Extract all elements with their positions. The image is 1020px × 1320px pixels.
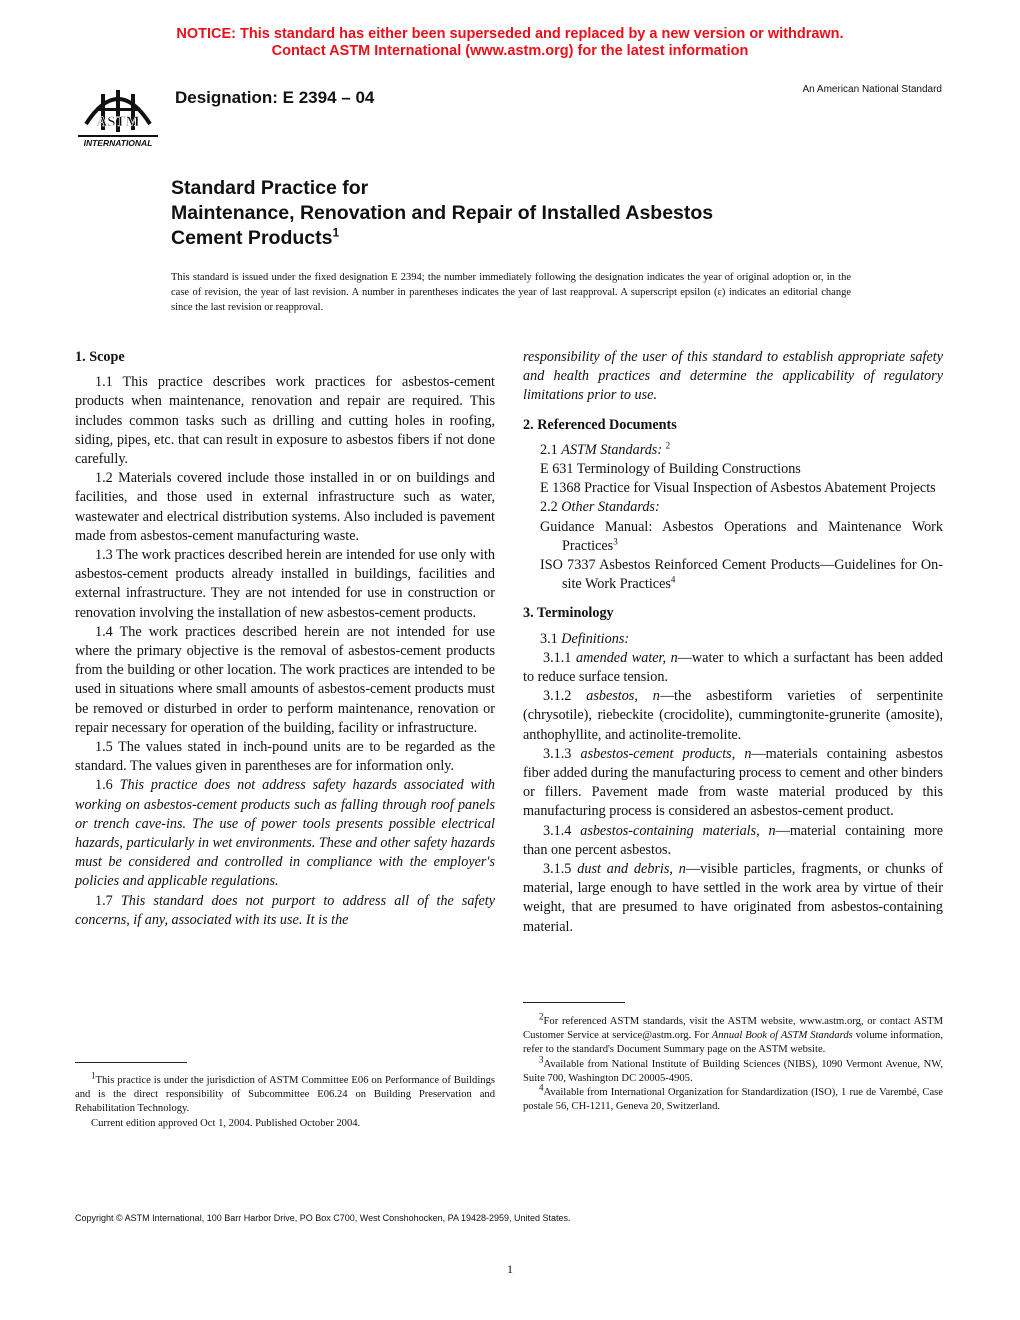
title-line-1: Standard Practice for bbox=[171, 177, 369, 199]
para-1-7-continued: responsibility of the user of this standard to establish appropriate safety and health practices and determine the applicability of regulatory limitations prior to use. bbox=[523, 349, 943, 404]
reference-e1368: E 1368 Practice for Visual Inspection of Asbestos Abatement Projects bbox=[540, 480, 936, 497]
other-standards-label: 2.2 Other Standards: bbox=[540, 499, 660, 516]
designation: Designation: E 2394 – 04 bbox=[175, 88, 375, 107]
footnote-3: $^3$Available from National Institute of Building Sciences (NIBS), 1090 Vermont Avenue, NW, Suite 700, Washington DC 20005-4905. bbox=[523, 1054, 943, 1084]
title-line-2: Maintenance, Renovation and Repair of Installed Asbestos bbox=[171, 202, 714, 224]
right-column bbox=[523, 348, 943, 937]
footnote-2: $^2$For referenced ASTM standards, visit the ASTM website, www.astm.org, or contact ASTM Customer Service at service@astm.org. For Annual Book of ASTM Standards volume information, refer to the standard's Document Summary page on the ASTM website. bbox=[523, 1011, 943, 1056]
term-asbestos: 3.1.2 asbestos, n—the asbestiform varieties of serpentinite (chrysotile), riebeckite (crocidolite), cummingtonite-grunerite (amosite), anthophyllite, and actinolite-tremolite. bbox=[523, 688, 943, 743]
term-dust-and-debris: 3.1.5 dust and debris, n—visible particles, fragments, or chunks of material, large enough to have settled in the work area by virtue of their weight, that are presumed to have originated from asbestos-containing material. bbox=[523, 861, 943, 935]
reference-iso-7337: ISO 7337 Asbestos Reinforced Cement Products—Guidelines for On-site Work Practices$^4$ bbox=[540, 557, 943, 593]
term-amended-water: 3.1.1 amended water, n—water to which a surfactant has been added to reduce surface tension. bbox=[523, 649, 944, 686]
intro-paragraph: This standard is issued under the fixed designation E 2394; the number immediately following the designation indicates the year of original adoption or, in the case of revision, the year of last revision. A number in parentheses indicates the year of last reapproval. A superscript epsilon (ε) indicates an editorial change since the last revision or reapproval. bbox=[171, 272, 851, 313]
reference-guidance-manual: Guidance Manual: Asbestos Operations and Maintenance Work Practices$^3$ bbox=[540, 518, 943, 554]
para-1-5: 1.5 The values stated in inch-pound units are to be regarded as the standard. The values given in parentheses are for information only. bbox=[75, 739, 495, 775]
right-footnotes bbox=[523, 1011, 943, 1114]
notice-banner bbox=[0, 26, 1020, 60]
term-asbestos-containing-materials: 3.1.4 asbestos-containing materials, n—material containing more than one percent asbestos. bbox=[523, 822, 944, 858]
copyright: Copyright © ASTM International, 100 Barr Harbor Drive, PO Box C700, West Conshohocken, PA 19428-2959, United States. bbox=[75, 1213, 571, 1223]
logo-text: ASTM bbox=[96, 114, 140, 130]
page-number: 1 bbox=[507, 1262, 513, 1276]
notice-line-1: NOTICE: This standard has either been superseded and replaced by a new version or withdrawn. bbox=[176, 26, 844, 42]
notice-line-2: Contact ASTM International (www.astm.org) for the latest information bbox=[271, 43, 749, 59]
para-1-3: 1.3 The work practices described herein are intended for use only with asbestos-cement products already installed in buildings, facilities and external infrastructure. They are not intended for use in construction or renovation involving the installation of new asbestos-cement products. bbox=[75, 547, 495, 621]
american-national-standard: An American National Standard bbox=[802, 84, 942, 95]
section-2-heading: 2. Referenced Documents bbox=[523, 416, 677, 433]
left-column bbox=[75, 348, 495, 930]
logo-subtext: INTERNATIONAL bbox=[83, 138, 153, 148]
section-3-heading: 3. Terminology bbox=[523, 605, 614, 622]
term-asbestos-cement-products: 3.1.3 asbestos-cement products, n—materials containing asbestos fiber added during the manufacturing process to cement and other binders or fillers. Pavement made from waste material produced by this manufacturing process is considered an asbestos-cement product. bbox=[523, 745, 943, 820]
reference-e631: E 631 Terminology of Building Constructions bbox=[540, 461, 801, 478]
para-1-2: 1.2 Materials covered include those installed in or on buildings and facilities, and those used in external infrastructure such as water, wastewater and electrical distribution systems. Also included is pavement made from asbestos-cement manufacturing waste. bbox=[75, 470, 495, 544]
section-1-heading: 1. Scope bbox=[75, 349, 125, 365]
definitions-label: 3.1 Definitions: bbox=[540, 630, 630, 647]
document-title bbox=[171, 176, 871, 251]
para-1-1: 1.1 This practice describes work practices for asbestos-cement products when maintenance, renovation and repair are required. This includes common tasks such as drilling and cutting holes in roofing, siding, pipes, etc. that can result in exposure to asbestos fibers if not done carefully. bbox=[75, 374, 495, 468]
footnote-4: $^4$Available from International Organization for Standardization (ISO), 1 rue de Varembé, Case postale 56, CH-1211, Geneva 20, Switzerland. bbox=[523, 1082, 943, 1113]
para-1-4: 1.4 The work practices described herein are not intended for use where the primary objective is the removal of asbestos-cement products from the building or other location. The work practices are intended to be used in situations where small amounts of asbestos-cement products must be removed or disturbed in order to perform maintenance, renovation or repair necessary for operation of the building, facility or infrastructure. bbox=[75, 623, 495, 736]
right-footnote-rule bbox=[523, 1002, 625, 1003]
astm-standards-label: 2.1 ASTM Standards: $^2$ bbox=[540, 440, 671, 458]
astm-logo bbox=[74, 80, 162, 152]
para-1-7: 1.7 This standard does not purport to address all of the safety concerns, if any, associated with its use. It is the bbox=[75, 892, 495, 928]
footnote-1-edition: Current edition approved Oct 1, 2004. Published October 2004. bbox=[91, 1117, 361, 1129]
title-line-3: Cement Products$^1$ bbox=[171, 225, 340, 249]
left-footnotes bbox=[75, 1070, 495, 1131]
footnote-1: $^1$This practice is under the jurisdiction of ASTM Committee E06 on Performance of Buildings and is the direct responsibility of Subcommittee E06.24 on Building Preservation and Rehabilitation Technology. bbox=[75, 1070, 495, 1115]
title-footnote-mark: 1 bbox=[332, 225, 340, 240]
left-footnote-rule bbox=[75, 1062, 187, 1063]
para-1-6: 1.6 This practice does not address safety hazards associated with working on asbestos-cement products such as falling through roof panels or trench cave-ins. The use of power tools presents possible electrical hazards, particularly in wet environments. These and other safety hazards must be considered and controlled in compliance with the employer's policies and applicable regulations. bbox=[75, 777, 495, 890]
